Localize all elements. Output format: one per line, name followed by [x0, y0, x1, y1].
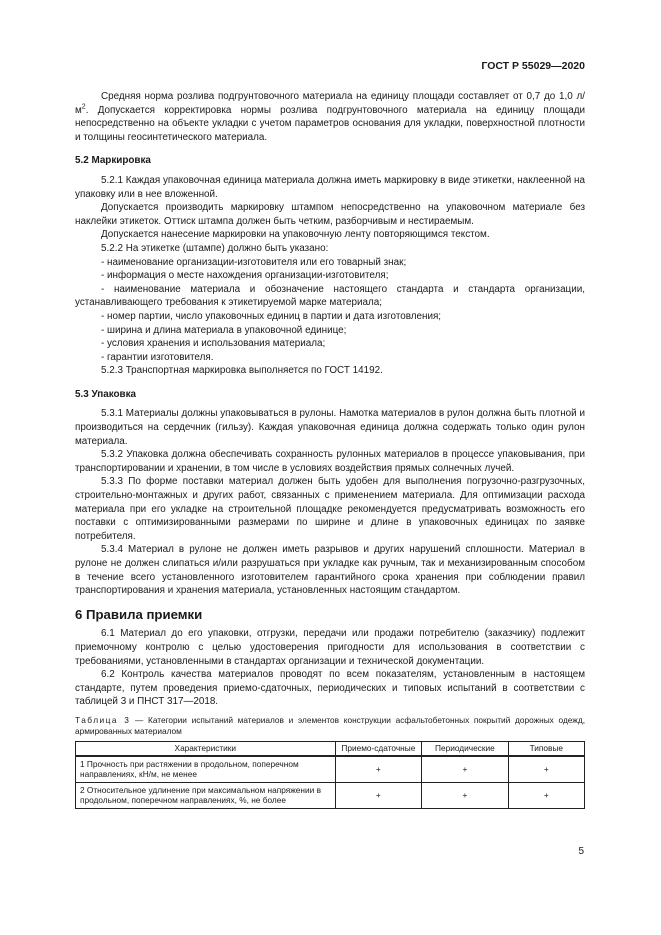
- section-5-2-title: 5.2 Маркировка: [75, 155, 151, 167]
- table-cell: 2 Относительное удлинение при максимальном напряжении в продольном, поперечном направлениях, %, не более: [76, 782, 336, 808]
- rate-text: Средняя норма розлива подгрунтовочного материала на единицу площади составляет от 0,7 до 1,0 л/м: [75, 91, 585, 116]
- table-cell: 1 Прочность при растяжении в продольном, поперечном направлениях, кН/м, не менее: [76, 756, 336, 783]
- table-cell: +: [508, 756, 584, 783]
- rate-superscript: 2: [81, 103, 86, 111]
- paragraph-6-2: 6.2 Контроль качества материалов проводят по всем показателям, установленным в настоящем стандарте, путем проведения приемо-сдаточных, периодических и типовых испытаний в соответствии с таблицей 3 и ПНСТ 317—2018.: [75, 669, 585, 708]
- table-cell: +: [422, 782, 509, 808]
- table-cell: +: [335, 782, 422, 808]
- table-header-row: [76, 741, 585, 756]
- paragraph-6-1: 6.1 Материал до его упаковки, отгрузки, передачи или продажи потребителю (заказчику) подлежит приемочному контролю с целью удостоверения пригодности для использования в соответствии с требованиями, установленными в стандартах организации и технической документации.: [75, 628, 585, 667]
- list-item: - ширина и длина материала в упаковочной единице;: [101, 324, 347, 336]
- list-item: - наименование материала и обозначение настоящего стандарта и стандарта организации, устанавливающего требования к этикетируемой марке материала;: [75, 283, 585, 309]
- column-header: Характеристики: [76, 741, 336, 756]
- table-row: [76, 782, 585, 808]
- paragraph-5-2-2: 5.2.2 На этикетке (штампе) должно быть указано:: [101, 242, 329, 254]
- paragraph-5-2-1: 5.2.1 Каждая упаковочная единица материала должна иметь маркировку в виде этикетки, наклеенной на упаковку или в нее вложенной.: [75, 174, 585, 200]
- paragraph-5-3-3: 5.3.3 По форме поставки материал должен быть удобен для выполнения погрузочно-разгрузочных, строительно-монтажных и других работ, связанных с применением материала. Для оптимизации расхода материала при его укладке на строительной площадке рекомендуется предусматривать возможность его поставки с оптимизированными размерами по ширине и длине в упаковочных единицах по заявке потребителя.: [75, 476, 585, 542]
- table-cell: +: [508, 782, 584, 808]
- list-item: - информация о месте нахождения организации-изготовителя;: [101, 270, 389, 282]
- list-item: - номер партии, число упаковочных единиц в партии и дата изготовления;: [101, 310, 442, 322]
- table-caption-prefix: Таблица 3: [75, 714, 131, 725]
- list-item: - гарантии изготовителя.: [101, 351, 214, 363]
- table-row: [76, 756, 585, 783]
- column-header: Периодические: [422, 741, 509, 756]
- paragraph-5-2-3: 5.2.3 Транспортная маркировка выполняется по ГОСТ 14192.: [101, 365, 383, 377]
- page-number: 5: [578, 846, 584, 857]
- page-content: [75, 90, 585, 809]
- paragraph-rate: [75, 90, 585, 144]
- table-caption: [75, 715, 585, 737]
- column-header: Приемо-сдаточные: [335, 741, 422, 756]
- paragraph-5-2-1-b: Допускается производить маркировку штампом непосредственно на упаковочном материале без наклейки этикеток. Оттиск штампа должен быть четким, разборчивым и нестираемым.: [75, 202, 585, 227]
- categories-table: [75, 741, 585, 809]
- paragraph-5-3-2: 5.3.2 Упаковка должна обеспечивать сохранность рулонных материалов в процессе упаковывания, при транспортировании и хранении, в том числе в условиях воздействия прямых солнечных лучей.: [75, 449, 585, 474]
- section-6-title: 6 Правила приемки: [75, 606, 203, 622]
- paragraph-5-2-1-c: Допускается нанесение маркировки на упаковочную ленту повторяющимся текстом.: [101, 229, 490, 241]
- standard-header: ГОСТ Р 55029—2020: [481, 60, 585, 72]
- paragraph-5-3-1: 5.3.1 Материалы должны упаковываться в рулоны. Намотка материалов в рулон должна быть плотной и производиться на сердечник (гильзу). Каждая упаковочная единица должна содержать только один рулон материала.: [75, 408, 585, 447]
- rate-text-tail: . Допускается корректировка нормы розлива подгрунтовочного материала на единицу площади непосредственно на объекте укладки с учетом параметров основания для укладки, поверхностной плотности и толщины геосинтетического материала.: [75, 104, 585, 143]
- list-item: - условия хранения и использования материала;: [101, 338, 326, 350]
- column-header: Типовые: [508, 741, 584, 756]
- table-cell: +: [335, 756, 422, 783]
- list-item: - наименование организации-изготовителя или его товарный знак;: [101, 256, 407, 268]
- section-5-3-title: 5.3 Упаковка: [75, 388, 137, 400]
- paragraph-5-3-4: 5.3.4 Материал в рулоне не должен иметь разрывов и других нарушений сплошности. Материал в рулоне не должен слипаться и/или разрушаться при укладке как ручным, так и механизированным способом в течение всего установленного изготовителем гарантийного срока хранения при соблюдении правил транспортирования и хранения материала, установленных настоящим стандартом.: [75, 544, 585, 597]
- table-caption-text: — Категории испытаний материалов и элементов конструкции асфальтобетонных покрытий дорожных одежд, армированных материалом: [75, 714, 585, 736]
- table-cell: +: [422, 756, 509, 783]
